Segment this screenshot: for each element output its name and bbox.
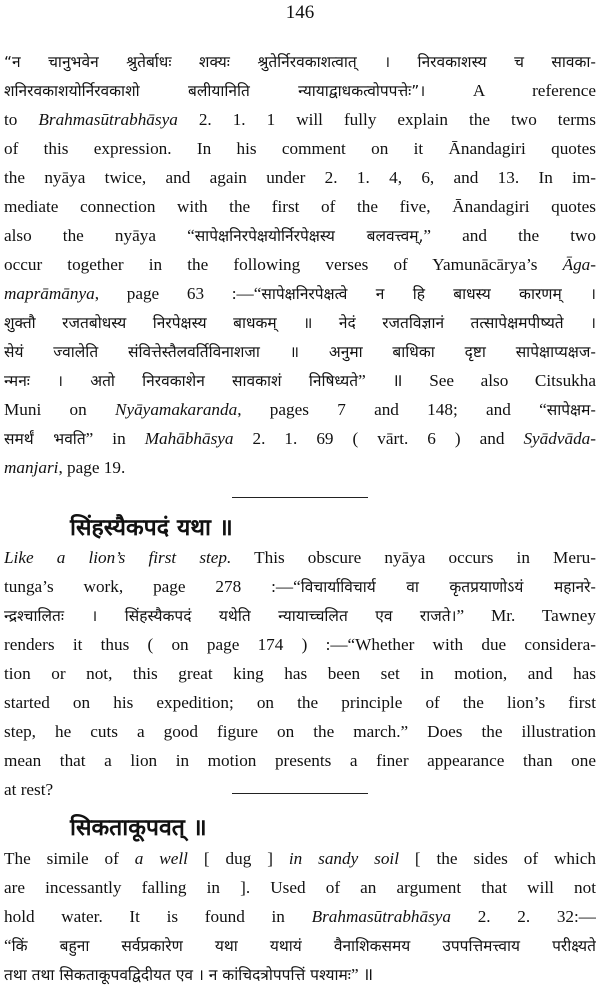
text-run: started on his expedition; on the principle of the lion’s first [4, 693, 596, 712]
italic-run: maprāmānya [4, 284, 95, 303]
text-run: , pages 7 and 148; and “ [237, 400, 547, 419]
text-run: 2. 2. 32:— [451, 907, 596, 926]
text-line [4, 337, 596, 366]
section-nyaya-continuation [4, 47, 596, 482]
text-line [4, 844, 596, 873]
text-line [4, 250, 596, 279]
section-simhasyaikapadam-body [4, 543, 596, 804]
text-run: Muni on [4, 400, 115, 419]
italic-run: Āga- [562, 255, 596, 274]
devanagari-run: सापेक्षनिरपेक्षत्वे न हि बाधस्य कारणम् । [261, 285, 596, 303]
section-divider [232, 497, 368, 498]
italic-run: Brahmasūtrabhāsya [311, 907, 452, 926]
devanagari-run: सापेक्षम- [546, 401, 596, 419]
text-run: hold water. It is found in [4, 907, 312, 926]
devanagari-run: तथा तथा सिकताकूपवद्विदीयत एव । न कांचिदत्रोपपत्तिं पश्यामः [4, 966, 351, 984]
text-line [4, 192, 596, 221]
text-run: ” Mr. Tawney [456, 606, 596, 625]
text-run: tunga’s work, page 278 :—“ [4, 577, 301, 596]
text-run: [ dug ] [187, 849, 289, 868]
text-line [4, 746, 596, 775]
section-sikatakupavat-body [4, 844, 596, 989]
text-run: The simile of [4, 849, 135, 868]
text-run: ” in [85, 429, 145, 448]
italic-run: in sandy soil [288, 849, 399, 868]
text-run: of this expression. In his comment on it Ānandagiri quotes [4, 139, 596, 158]
italic-run: Nyāyamakaranda [115, 400, 238, 419]
text-line [4, 659, 596, 688]
text-line [4, 453, 596, 482]
text-run: tion or not, this great king has been set in motion, and has [4, 664, 596, 683]
text-line [4, 76, 596, 105]
devanagari-run: “न चानुभवेन श्रुतेर्बाधः शक्यः श्रुतेर्निरवकाशत्वात् । निरवकाशस्य च सावका- [4, 53, 596, 71]
text-run: also the nyāya “ [4, 226, 195, 245]
text-run: , page 63 :—“ [94, 284, 262, 303]
italic-run: Brahmasūtrabhāsya [38, 110, 178, 129]
text-line [4, 424, 596, 453]
text-line [4, 775, 596, 804]
text-line [4, 902, 596, 931]
text-run: mean that a lion in motion presents a finer appearance than one [4, 751, 596, 770]
italic-run: Syādvāda- [523, 429, 596, 448]
devanagari-run: न्मनः । अतो निरवकाशेन सावकाशं निषिध्यते [4, 372, 359, 390]
devanagari-run: सेयं ज्वालेति संवित्तेस्तैलवर्तिविनाशजा ॥ अनुमा बाधिका दृष्टा सापेक्षाप्यक्षज- [4, 343, 596, 361]
text-run: ” ॥ [350, 965, 374, 984]
text-run: renders it thus ( on page 174 ) :—“Whether with due considera- [4, 635, 596, 654]
text-run: are incessantly falling in ]. Used of an argument that will not [4, 878, 596, 897]
text-run: This obscure nyāya occurs in Meru- [231, 548, 596, 567]
text-run: , page 19. [58, 458, 126, 477]
devanagari-run: किं बहुना सर्वप्रकारेण यथा यथायं वैनाशिकसमय उपपत्तिमत्त्वाय परीक्ष्यते [11, 937, 596, 955]
text-line [4, 630, 596, 659]
text-run: ” ॥ See also Citsukha [358, 371, 596, 390]
text-run: 2. 1. 1 will fully explain the two terms [177, 110, 596, 129]
text-line [4, 47, 596, 76]
devanagari-run: विचार्याविचार्य वा कृतप्रयाणोऽयं महानरे- [300, 578, 596, 596]
text-line [4, 163, 596, 192]
text-line [4, 134, 596, 163]
text-line [4, 366, 596, 395]
devanagari-run: समर्थं भवति [4, 430, 86, 448]
text-line [4, 572, 596, 601]
devanagari-run: न्द्रश्चालितः । सिंहस्यैकपदं यथेति न्यायाच्चलित एव राजते। [4, 607, 457, 625]
text-line [4, 543, 596, 572]
text-run: ” and the two [423, 226, 596, 245]
text-run: “ [4, 936, 12, 955]
text-line [4, 931, 596, 960]
italic-run: manjari [4, 458, 59, 477]
devanagari-run: सापेक्षनिरपेक्षयोर्निरपेक्षस्य बलवत्त्वम्, [194, 227, 424, 245]
text-line [4, 717, 596, 746]
text-line [4, 873, 596, 902]
text-run: [ the sides of which [398, 849, 596, 868]
text-run: step, he cuts a good figure on the march.” Does the illustration [4, 722, 596, 741]
italic-run: a well [134, 849, 188, 868]
section-heading-simhasyaikapadam: सिंहस्यैकपदं यथा ॥ [70, 515, 233, 541]
text-line [4, 601, 596, 630]
text-line [4, 688, 596, 717]
italic-run: Mahābhāsya [144, 429, 234, 448]
italic-run: Like a lion’s first step. [4, 548, 232, 567]
text-line [4, 960, 596, 989]
text-run: occur together in the following verses of Yamunācārya’s [4, 255, 563, 274]
text-run: 2. 1. 69 ( vārt. 6 ) and [233, 429, 524, 448]
section-heading-sikatakupavat: सिकताकूपवत् ॥ [70, 815, 207, 841]
section-divider [232, 793, 368, 794]
text-line [4, 105, 596, 134]
text-line [4, 221, 596, 250]
page-number: 146 [285, 2, 315, 23]
text-line [4, 308, 596, 337]
text-run: A reference [425, 81, 596, 100]
devanagari-run: शनिरवकाशयोर्निरवकाशो बलीयानिति न्यायाद्वाधकत्वोपपत्तेः”। [4, 82, 426, 100]
text-line [4, 279, 596, 308]
text-run: the nyāya twice, and again under 2. 1. 4, 6, and 13. In im- [4, 168, 596, 187]
devanagari-run: शुक्तौ रजतबोधस्य निरपेक्षस्य बाधकम् ॥ नेदं रजतविज्ञानं तत्सापेक्षमपीष्यते । [4, 314, 596, 332]
text-line [4, 395, 596, 424]
text-run: mediate connection with the first of the five, Ānandagiri quotes [4, 197, 596, 216]
text-run: at rest? [4, 780, 54, 799]
text-run: to [4, 110, 39, 129]
